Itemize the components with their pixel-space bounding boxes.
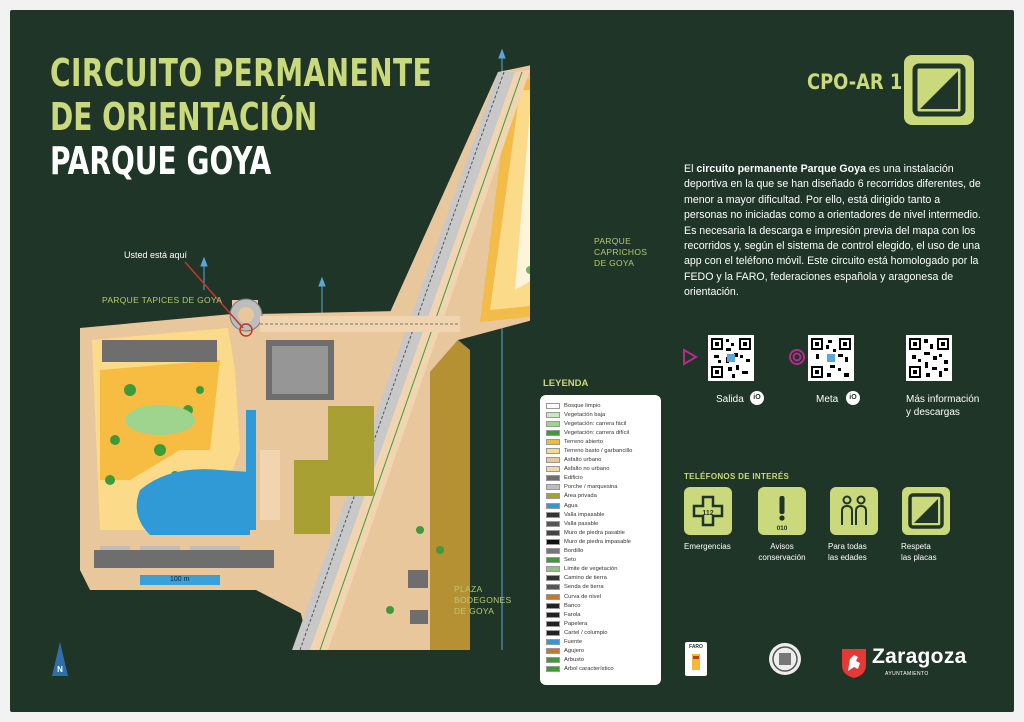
- legend-item: [546, 565, 655, 574]
- legend-swatch: [546, 648, 560, 654]
- legend-swatch: [546, 439, 560, 445]
- legend-item: [546, 610, 655, 619]
- title-line-2: DE ORIENTACIÓN: [50, 95, 318, 139]
- label-respect-plates: Respeta las placas: [901, 542, 937, 562]
- legend-swatch: [546, 430, 560, 436]
- legend-swatch: [546, 584, 560, 590]
- legend-swatch: [546, 466, 560, 472]
- legend-label: Asfalto urbano: [564, 457, 602, 464]
- place-bodegones: PLAZA BODEGONES DE GOYA: [454, 584, 512, 616]
- faro-logo-text: FARO: [689, 644, 703, 650]
- legend-swatch: [546, 594, 560, 600]
- legend-swatch: [546, 612, 560, 618]
- legend: [540, 395, 661, 685]
- faro-logo: [685, 642, 707, 676]
- legend-item: [546, 665, 655, 674]
- phone-label-conservation: Avisos conservación: [758, 542, 806, 562]
- legend-item: [546, 519, 655, 528]
- legend-label: Árbol característico: [564, 666, 614, 673]
- legend-item: [546, 492, 655, 501]
- legend-label: Área privada: [564, 493, 597, 500]
- qr-label-start: Salida: [716, 394, 744, 405]
- legend-label: Porche / marquesina: [564, 484, 618, 491]
- legend-item: [546, 465, 655, 474]
- legend-swatch: [546, 412, 560, 418]
- legend-swatch: [546, 512, 560, 518]
- legend-label: Agujero: [564, 648, 584, 655]
- legend-title: LEYENDA: [543, 378, 589, 389]
- legend-swatch: [546, 403, 560, 409]
- legend-label: Muro de piedra pasable: [564, 529, 625, 536]
- orienteering-app-icon: iO: [750, 391, 764, 405]
- legend-label: Terreno basto / garbancillo: [564, 448, 633, 455]
- legend-swatch: [546, 603, 560, 609]
- fedo-seal-logo: [768, 642, 802, 681]
- medical-cross-icon: [684, 487, 732, 535]
- legend-item: [546, 474, 655, 483]
- legend-item: [546, 483, 655, 492]
- place-caprichos: PARQUE CAPRICHOS DE GOYA: [594, 236, 648, 268]
- legend-label: Muro de piedra impasable: [564, 538, 632, 545]
- legend-label: Valla impasable: [564, 511, 605, 518]
- legend-item: [546, 456, 655, 465]
- legend-label: Límite de vegetación: [564, 566, 618, 573]
- north-label: N: [57, 665, 63, 674]
- legend-item: [546, 537, 655, 546]
- legend-swatch: [546, 539, 560, 545]
- legend-swatch: [546, 566, 560, 572]
- legend-swatch: [546, 630, 560, 636]
- label-all-ages: Para todas las edades: [828, 542, 867, 562]
- legend-label: Bordillo: [564, 548, 584, 555]
- legend-swatch: [546, 475, 560, 481]
- legend-label: Bosque limpio: [564, 402, 601, 409]
- legend-label: Terreno abierto: [564, 438, 603, 445]
- legend-item: [546, 637, 655, 646]
- legend-label: Seto: [564, 557, 576, 564]
- legend-swatch: [546, 666, 560, 672]
- legend-item: [546, 510, 655, 519]
- legend-swatch: [546, 521, 560, 527]
- legend-label: Arbusto: [564, 657, 584, 664]
- legend-swatch: [546, 557, 560, 563]
- legend-swatch: [546, 503, 560, 509]
- legend-label: Edificio: [564, 475, 583, 482]
- legend-label: Vegetación baja: [564, 411, 606, 418]
- legend-swatch: [546, 421, 560, 427]
- legend-swatch: [546, 493, 560, 499]
- legend-item: [546, 574, 655, 583]
- legend-item: [546, 528, 655, 537]
- description: [684, 162, 984, 301]
- legend-label: Senda de tierra: [564, 584, 604, 591]
- legend-swatch: [546, 639, 560, 645]
- title-line-1: CIRCUITO PERMANENTE: [50, 51, 433, 95]
- legend-label: Papelera: [564, 620, 588, 627]
- description-intro: El: [684, 163, 697, 175]
- emergency-number: 112: [702, 510, 714, 517]
- qr-label-finish: Meta: [816, 394, 839, 405]
- course-code: CPO-AR 1: [807, 70, 903, 94]
- legend-item: [546, 592, 655, 601]
- city-logo-text: Zaragoza: [872, 645, 967, 668]
- info-board: [10, 10, 1014, 712]
- title-line-3: PARQUE GOYA: [50, 139, 272, 183]
- legend-swatch: [546, 621, 560, 627]
- orienteering-app-icon: iO: [846, 391, 860, 405]
- legend-label: Agua: [564, 502, 578, 509]
- qr-code-start[interactable]: [708, 335, 754, 381]
- legend-label: Vegetación: carrera fácil: [564, 420, 627, 427]
- qr-code-more-info[interactable]: [906, 335, 952, 381]
- north-arrow-icon: [52, 642, 68, 681]
- legend-label: Banco: [564, 602, 581, 609]
- legend-item: [546, 656, 655, 665]
- legend-item: [546, 556, 655, 565]
- legend-swatch: [546, 484, 560, 490]
- legend-item: [546, 647, 655, 656]
- legend-label: Cartel / columpio: [564, 629, 608, 636]
- conservation-number: 010: [776, 525, 788, 532]
- legend-item: [546, 583, 655, 592]
- control-flag-icon: [902, 487, 950, 535]
- legend-swatch: [546, 657, 560, 663]
- legend-item: [546, 501, 655, 510]
- legend-item: [546, 410, 655, 419]
- phone-label-emergencies: Emergencias: [684, 542, 731, 551]
- legend-item: [546, 401, 655, 410]
- legend-label: Vegetación: carrera difícil: [564, 429, 630, 436]
- legend-swatch: [546, 530, 560, 536]
- legend-swatch: [546, 548, 560, 554]
- place-tapices: PARQUE TAPICES DE GOYA: [102, 295, 223, 305]
- legend-label: Camino de tierra: [564, 575, 607, 582]
- finish-circle-icon: [788, 348, 806, 371]
- qr-code-finish[interactable]: [808, 335, 854, 381]
- legend-item: [546, 547, 655, 556]
- you-are-here-label: Usted está aquí: [124, 250, 188, 260]
- start-triangle-icon: [682, 348, 698, 371]
- people-icon: [830, 487, 878, 535]
- zaragoza-lion-logo: [840, 647, 868, 684]
- legend-label: Fuente: [564, 638, 583, 645]
- legend-item: [546, 601, 655, 610]
- legend-label: Asfalto no urbano: [564, 466, 610, 473]
- legend-item: [546, 619, 655, 628]
- phones-title: TELÉFONOS DE INTERÉS: [684, 472, 790, 481]
- legend-label: Farola: [564, 611, 581, 618]
- legend-label: Curva de nivel: [564, 593, 602, 600]
- orienteering-map: [10, 10, 530, 650]
- legend-item: [546, 446, 655, 455]
- legend-item: [546, 437, 655, 446]
- scale-label: 100 m: [170, 576, 190, 583]
- city-logo-sub: AYUNTAMIENTO: [885, 671, 929, 677]
- legend-label: Valla pasable: [564, 520, 599, 527]
- legend-item: [546, 428, 655, 437]
- legend-item: [546, 419, 655, 428]
- legend-swatch: [546, 457, 560, 463]
- legend-swatch: [546, 448, 560, 454]
- course-flag-icon: [904, 55, 974, 125]
- description-bold: circuito permanente Parque Goya: [696, 163, 866, 175]
- legend-swatch: [546, 575, 560, 581]
- description-body: es una instalación deportiva en la que se han diseñado 6 recorridos diferentes, de menor a mayor dificultad. Por ello, está dirigido tanto a personas no iniciadas como a orientadores de nivel intermedio. Es necesaria la descarga e impresión previa del mapa con los recorridos y, según el sistema de control elegido, el uso de una app con el teléfono móvil. Este circuito está homologado por la FEDO y la FARO, federaciones española y aragonesa de orientación.: [684, 163, 981, 299]
- legend-item: [546, 628, 655, 637]
- qr-label-more-info: Más información y descargas: [906, 394, 980, 418]
- exclamation-icon: [758, 487, 806, 535]
